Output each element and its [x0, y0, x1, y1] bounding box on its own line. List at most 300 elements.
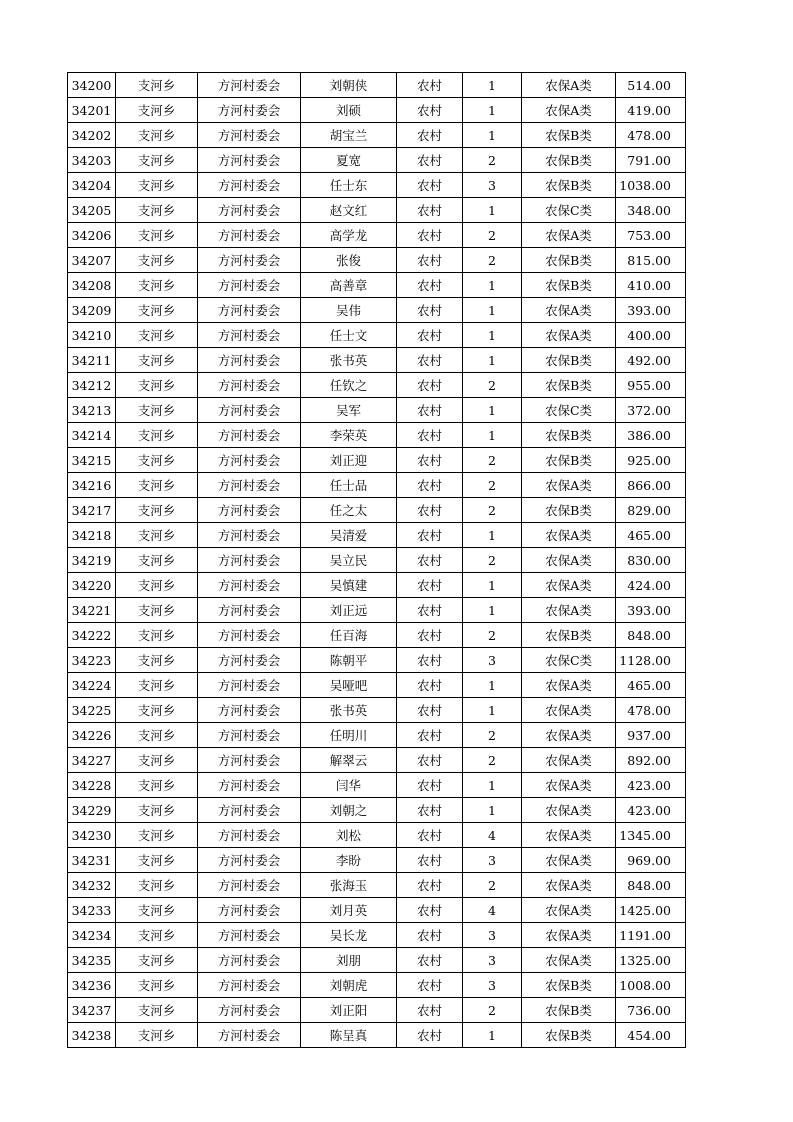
area-type-cell: 农村	[397, 998, 463, 1023]
amount-cell: 1008.00	[616, 973, 686, 998]
area-type-cell: 农村	[397, 898, 463, 923]
amount-cell: 791.00	[616, 148, 686, 173]
village-committee-cell: 方河村委会	[198, 523, 301, 548]
amount-cell: 348.00	[616, 198, 686, 223]
insurance-category-cell: 农保A类	[522, 98, 616, 123]
household-count-cell: 2	[463, 148, 522, 173]
township-cell: 支河乡	[116, 523, 198, 548]
insurance-category-cell: 农保A类	[522, 298, 616, 323]
village-committee-cell: 方河村委会	[198, 423, 301, 448]
township-cell: 支河乡	[116, 923, 198, 948]
person-name-cell: 刘硕	[301, 98, 397, 123]
table-row	[68, 248, 686, 273]
township-cell: 支河乡	[116, 848, 198, 873]
record-id-cell: 34228	[68, 773, 116, 798]
village-committee-cell: 方河村委会	[198, 223, 301, 248]
household-count-cell: 1	[463, 98, 522, 123]
village-committee-cell: 方河村委会	[198, 998, 301, 1023]
insurance-category-cell: 农保B类	[522, 1023, 616, 1048]
person-name-cell: 高学龙	[301, 223, 397, 248]
amount-cell: 514.00	[616, 73, 686, 98]
household-count-cell: 1	[463, 423, 522, 448]
household-count-cell: 2	[463, 498, 522, 523]
area-type-cell: 农村	[397, 398, 463, 423]
record-id-cell: 34215	[68, 448, 116, 473]
village-committee-cell: 方河村委会	[198, 323, 301, 348]
township-cell: 支河乡	[116, 823, 198, 848]
area-type-cell: 农村	[397, 373, 463, 398]
area-type-cell: 农村	[397, 648, 463, 673]
insurance-category-cell: 农保A类	[522, 573, 616, 598]
amount-cell: 925.00	[616, 448, 686, 473]
person-name-cell: 任明川	[301, 723, 397, 748]
record-id-cell: 34210	[68, 323, 116, 348]
area-type-cell: 农村	[397, 748, 463, 773]
record-id-cell: 34236	[68, 973, 116, 998]
village-committee-cell: 方河村委会	[198, 373, 301, 398]
record-id-cell: 34226	[68, 723, 116, 748]
amount-cell: 386.00	[616, 423, 686, 448]
record-id-cell: 34209	[68, 298, 116, 323]
record-id-cell: 34202	[68, 123, 116, 148]
insurance-category-cell: 农保B类	[522, 623, 616, 648]
village-committee-cell: 方河村委会	[198, 573, 301, 598]
insurance-category-cell: 农保B类	[522, 448, 616, 473]
area-type-cell: 农村	[397, 73, 463, 98]
table-row	[68, 298, 686, 323]
record-id-cell: 34200	[68, 73, 116, 98]
household-count-cell: 1	[463, 198, 522, 223]
township-cell: 支河乡	[116, 398, 198, 423]
township-cell: 支河乡	[116, 698, 198, 723]
township-cell: 支河乡	[116, 73, 198, 98]
record-id-cell: 34214	[68, 423, 116, 448]
amount-cell: 393.00	[616, 598, 686, 623]
table-row	[68, 173, 686, 198]
amount-cell: 419.00	[616, 98, 686, 123]
township-cell: 支河乡	[116, 298, 198, 323]
village-committee-cell: 方河村委会	[198, 948, 301, 973]
township-cell: 支河乡	[116, 748, 198, 773]
insurance-category-cell: 农保B类	[522, 973, 616, 998]
household-count-cell: 3	[463, 923, 522, 948]
household-count-cell: 2	[463, 723, 522, 748]
household-count-cell: 4	[463, 898, 522, 923]
amount-cell: 848.00	[616, 873, 686, 898]
amount-cell: 393.00	[616, 298, 686, 323]
table-row	[68, 823, 686, 848]
village-committee-cell: 方河村委会	[198, 848, 301, 873]
insurance-category-cell: 农保A类	[522, 323, 616, 348]
household-count-cell: 1	[463, 673, 522, 698]
village-committee-cell: 方河村委会	[198, 648, 301, 673]
record-id-cell: 34238	[68, 1023, 116, 1048]
township-cell: 支河乡	[116, 648, 198, 673]
insurance-category-cell: 农保B类	[522, 498, 616, 523]
amount-cell: 1425.00	[616, 898, 686, 923]
household-count-cell: 1	[463, 598, 522, 623]
record-id-cell: 34227	[68, 748, 116, 773]
village-committee-cell: 方河村委会	[198, 1023, 301, 1048]
table-row	[68, 448, 686, 473]
person-name-cell: 刘正阳	[301, 998, 397, 1023]
person-name-cell: 陈朝平	[301, 648, 397, 673]
table-row	[68, 623, 686, 648]
household-count-cell: 1	[463, 123, 522, 148]
person-name-cell: 张书英	[301, 698, 397, 723]
village-committee-cell: 方河村委会	[198, 273, 301, 298]
insurance-category-cell: 农保B类	[522, 248, 616, 273]
person-name-cell: 赵文红	[301, 198, 397, 223]
household-count-cell: 3	[463, 948, 522, 973]
insurance-category-cell: 农保A类	[522, 823, 616, 848]
insurance-category-cell: 农保B类	[522, 373, 616, 398]
insurance-category-cell: 农保A类	[522, 598, 616, 623]
record-id-cell: 34234	[68, 923, 116, 948]
area-type-cell: 农村	[397, 273, 463, 298]
township-cell: 支河乡	[116, 98, 198, 123]
amount-cell: 454.00	[616, 1023, 686, 1048]
person-name-cell: 吴慎建	[301, 573, 397, 598]
area-type-cell: 农村	[397, 923, 463, 948]
person-name-cell: 刘朋	[301, 948, 397, 973]
township-cell: 支河乡	[116, 173, 198, 198]
village-committee-cell: 方河村委会	[198, 923, 301, 948]
insurance-category-cell: 农保C类	[522, 398, 616, 423]
area-type-cell: 农村	[397, 848, 463, 873]
household-count-cell: 1	[463, 1023, 522, 1048]
insurance-category-cell: 农保A类	[522, 848, 616, 873]
area-type-cell: 农村	[397, 173, 463, 198]
table-row	[68, 573, 686, 598]
amount-cell: 423.00	[616, 773, 686, 798]
insurance-category-cell: 农保A类	[522, 898, 616, 923]
person-name-cell: 张海玉	[301, 873, 397, 898]
township-cell: 支河乡	[116, 223, 198, 248]
area-type-cell: 农村	[397, 798, 463, 823]
village-committee-cell: 方河村委会	[198, 123, 301, 148]
person-name-cell: 胡宝兰	[301, 123, 397, 148]
area-type-cell: 农村	[397, 523, 463, 548]
person-name-cell: 刘月英	[301, 898, 397, 923]
village-committee-cell: 方河村委会	[198, 248, 301, 273]
insurance-category-cell: 农保A类	[522, 923, 616, 948]
record-id-cell: 34237	[68, 998, 116, 1023]
table-row	[68, 748, 686, 773]
amount-cell: 465.00	[616, 523, 686, 548]
amount-cell: 736.00	[616, 998, 686, 1023]
person-name-cell: 刘朝虎	[301, 973, 397, 998]
insurance-category-cell: 农保A类	[522, 73, 616, 98]
township-cell: 支河乡	[116, 548, 198, 573]
table-row	[68, 923, 686, 948]
table-row	[68, 148, 686, 173]
township-cell: 支河乡	[116, 573, 198, 598]
person-name-cell: 闫华	[301, 773, 397, 798]
insurance-category-cell: 农保A类	[522, 798, 616, 823]
household-count-cell: 1	[463, 798, 522, 823]
insurance-category-cell: 农保A类	[522, 698, 616, 723]
village-committee-cell: 方河村委会	[198, 98, 301, 123]
record-id-cell: 34218	[68, 523, 116, 548]
person-name-cell: 任百海	[301, 623, 397, 648]
record-id-cell: 34213	[68, 398, 116, 423]
person-name-cell: 吴清爱	[301, 523, 397, 548]
household-count-cell: 2	[463, 998, 522, 1023]
table-body	[68, 73, 686, 1048]
person-name-cell: 吴伟	[301, 298, 397, 323]
record-id-cell: 34224	[68, 673, 116, 698]
table-row	[68, 123, 686, 148]
township-cell: 支河乡	[116, 198, 198, 223]
area-type-cell: 农村	[397, 323, 463, 348]
village-committee-cell: 方河村委会	[198, 973, 301, 998]
table-row	[68, 773, 686, 798]
table-row	[68, 898, 686, 923]
table-row	[68, 73, 686, 98]
area-type-cell: 农村	[397, 873, 463, 898]
area-type-cell: 农村	[397, 823, 463, 848]
record-id-cell: 34205	[68, 198, 116, 223]
table-row	[68, 598, 686, 623]
village-committee-cell: 方河村委会	[198, 548, 301, 573]
amount-cell: 400.00	[616, 323, 686, 348]
person-name-cell: 任钦之	[301, 373, 397, 398]
record-id-cell: 34217	[68, 498, 116, 523]
record-id-cell: 34208	[68, 273, 116, 298]
table-row	[68, 848, 686, 873]
household-count-cell: 2	[463, 373, 522, 398]
person-name-cell: 夏宽	[301, 148, 397, 173]
township-cell: 支河乡	[116, 248, 198, 273]
amount-cell: 866.00	[616, 473, 686, 498]
area-type-cell: 农村	[397, 298, 463, 323]
record-id-cell: 34220	[68, 573, 116, 598]
area-type-cell: 农村	[397, 973, 463, 998]
record-id-cell: 34216	[68, 473, 116, 498]
village-committee-cell: 方河村委会	[198, 823, 301, 848]
village-committee-cell: 方河村委会	[198, 398, 301, 423]
person-name-cell: 吴长龙	[301, 923, 397, 948]
area-type-cell: 农村	[397, 448, 463, 473]
village-committee-cell: 方河村委会	[198, 748, 301, 773]
village-committee-cell: 方河村委会	[198, 698, 301, 723]
amount-cell: 478.00	[616, 123, 686, 148]
table-row	[68, 348, 686, 373]
amount-cell: 937.00	[616, 723, 686, 748]
village-committee-cell: 方河村委会	[198, 598, 301, 623]
village-committee-cell: 方河村委会	[198, 198, 301, 223]
household-count-cell: 2	[463, 448, 522, 473]
record-id-cell: 34203	[68, 148, 116, 173]
insurance-category-cell: 农保A类	[522, 723, 616, 748]
household-count-cell: 2	[463, 473, 522, 498]
insurance-category-cell: 农保B类	[522, 148, 616, 173]
area-type-cell: 农村	[397, 198, 463, 223]
village-committee-cell: 方河村委会	[198, 173, 301, 198]
table-row	[68, 498, 686, 523]
household-count-cell: 3	[463, 848, 522, 873]
amount-cell: 492.00	[616, 348, 686, 373]
person-name-cell: 任之太	[301, 498, 397, 523]
table-row	[68, 423, 686, 448]
insurance-category-cell: 农保C类	[522, 648, 616, 673]
insurance-category-cell: 农保A类	[522, 773, 616, 798]
table-row	[68, 798, 686, 823]
person-name-cell: 李荣英	[301, 423, 397, 448]
person-name-cell: 刘松	[301, 823, 397, 848]
township-cell: 支河乡	[116, 623, 198, 648]
amount-cell: 955.00	[616, 373, 686, 398]
person-name-cell: 刘正迎	[301, 448, 397, 473]
household-count-cell: 1	[463, 398, 522, 423]
person-name-cell: 刘朝侠	[301, 73, 397, 98]
area-type-cell: 农村	[397, 548, 463, 573]
township-cell: 支河乡	[116, 723, 198, 748]
household-count-cell: 2	[463, 748, 522, 773]
person-name-cell: 刘正远	[301, 598, 397, 623]
record-id-cell: 34222	[68, 623, 116, 648]
table-row	[68, 998, 686, 1023]
village-committee-cell: 方河村委会	[198, 348, 301, 373]
household-count-cell: 2	[463, 548, 522, 573]
township-cell: 支河乡	[116, 773, 198, 798]
insurance-category-cell: 农保A类	[522, 548, 616, 573]
record-id-cell: 34229	[68, 798, 116, 823]
insurance-category-cell: 农保B类	[522, 423, 616, 448]
insurance-category-cell: 农保A类	[522, 523, 616, 548]
household-count-cell: 1	[463, 773, 522, 798]
amount-cell: 829.00	[616, 498, 686, 523]
area-type-cell: 农村	[397, 123, 463, 148]
village-committee-cell: 方河村委会	[198, 798, 301, 823]
record-id-cell: 34230	[68, 823, 116, 848]
area-type-cell: 农村	[397, 673, 463, 698]
area-type-cell: 农村	[397, 773, 463, 798]
household-count-cell: 2	[463, 873, 522, 898]
person-name-cell: 吴立民	[301, 548, 397, 573]
township-cell: 支河乡	[116, 473, 198, 498]
village-committee-cell: 方河村委会	[198, 298, 301, 323]
township-cell: 支河乡	[116, 598, 198, 623]
village-committee-cell: 方河村委会	[198, 873, 301, 898]
household-count-cell: 3	[463, 648, 522, 673]
area-type-cell: 农村	[397, 948, 463, 973]
record-id-cell: 34221	[68, 598, 116, 623]
township-cell: 支河乡	[116, 498, 198, 523]
household-count-cell: 2	[463, 623, 522, 648]
amount-cell: 892.00	[616, 748, 686, 773]
amount-cell: 423.00	[616, 798, 686, 823]
record-id-cell: 34235	[68, 948, 116, 973]
table-row	[68, 273, 686, 298]
area-type-cell: 农村	[397, 623, 463, 648]
record-id-cell: 34201	[68, 98, 116, 123]
subsidy-table	[67, 72, 686, 1048]
amount-cell: 1345.00	[616, 823, 686, 848]
table-row	[68, 698, 686, 723]
person-name-cell: 陈呈真	[301, 1023, 397, 1048]
person-name-cell: 高善章	[301, 273, 397, 298]
amount-cell: 1128.00	[616, 648, 686, 673]
village-committee-cell: 方河村委会	[198, 148, 301, 173]
table-row	[68, 98, 686, 123]
insurance-category-cell: 农保A类	[522, 748, 616, 773]
amount-cell: 848.00	[616, 623, 686, 648]
village-committee-cell: 方河村委会	[198, 773, 301, 798]
area-type-cell: 农村	[397, 248, 463, 273]
area-type-cell: 农村	[397, 473, 463, 498]
record-id-cell: 34219	[68, 548, 116, 573]
area-type-cell: 农村	[397, 423, 463, 448]
person-name-cell: 张俊	[301, 248, 397, 273]
person-name-cell: 李盼	[301, 848, 397, 873]
table-row	[68, 1023, 686, 1048]
village-committee-cell: 方河村委会	[198, 448, 301, 473]
area-type-cell: 农村	[397, 498, 463, 523]
township-cell: 支河乡	[116, 323, 198, 348]
village-committee-cell: 方河村委会	[198, 498, 301, 523]
record-id-cell: 34211	[68, 348, 116, 373]
area-type-cell: 农村	[397, 698, 463, 723]
amount-cell: 424.00	[616, 573, 686, 598]
village-committee-cell: 方河村委会	[198, 473, 301, 498]
household-count-cell: 1	[463, 298, 522, 323]
household-count-cell: 2	[463, 223, 522, 248]
amount-cell: 372.00	[616, 398, 686, 423]
table-row	[68, 548, 686, 573]
insurance-category-cell: 农保B类	[522, 123, 616, 148]
record-id-cell: 34233	[68, 898, 116, 923]
table-row	[68, 323, 686, 348]
table-row	[68, 473, 686, 498]
amount-cell: 1038.00	[616, 173, 686, 198]
amount-cell: 815.00	[616, 248, 686, 273]
household-count-cell: 1	[463, 698, 522, 723]
area-type-cell: 农村	[397, 98, 463, 123]
township-cell: 支河乡	[116, 948, 198, 973]
amount-cell: 478.00	[616, 698, 686, 723]
insurance-category-cell: 农保A类	[522, 948, 616, 973]
record-id-cell: 34204	[68, 173, 116, 198]
area-type-cell: 农村	[397, 598, 463, 623]
township-cell: 支河乡	[116, 423, 198, 448]
area-type-cell: 农村	[397, 148, 463, 173]
table-row	[68, 398, 686, 423]
household-count-cell: 1	[463, 348, 522, 373]
household-count-cell: 3	[463, 973, 522, 998]
person-name-cell: 任士东	[301, 173, 397, 198]
area-type-cell: 农村	[397, 723, 463, 748]
table-row	[68, 673, 686, 698]
amount-cell: 410.00	[616, 273, 686, 298]
township-cell: 支河乡	[116, 273, 198, 298]
person-name-cell: 解翠云	[301, 748, 397, 773]
village-committee-cell: 方河村委会	[198, 898, 301, 923]
table-row	[68, 948, 686, 973]
township-cell: 支河乡	[116, 1023, 198, 1048]
township-cell: 支河乡	[116, 673, 198, 698]
record-id-cell: 34225	[68, 698, 116, 723]
table-row	[68, 223, 686, 248]
amount-cell: 465.00	[616, 673, 686, 698]
village-committee-cell: 方河村委会	[198, 73, 301, 98]
household-count-cell: 1	[463, 273, 522, 298]
village-committee-cell: 方河村委会	[198, 623, 301, 648]
household-count-cell: 1	[463, 323, 522, 348]
amount-cell: 830.00	[616, 548, 686, 573]
household-count-cell: 1	[463, 73, 522, 98]
